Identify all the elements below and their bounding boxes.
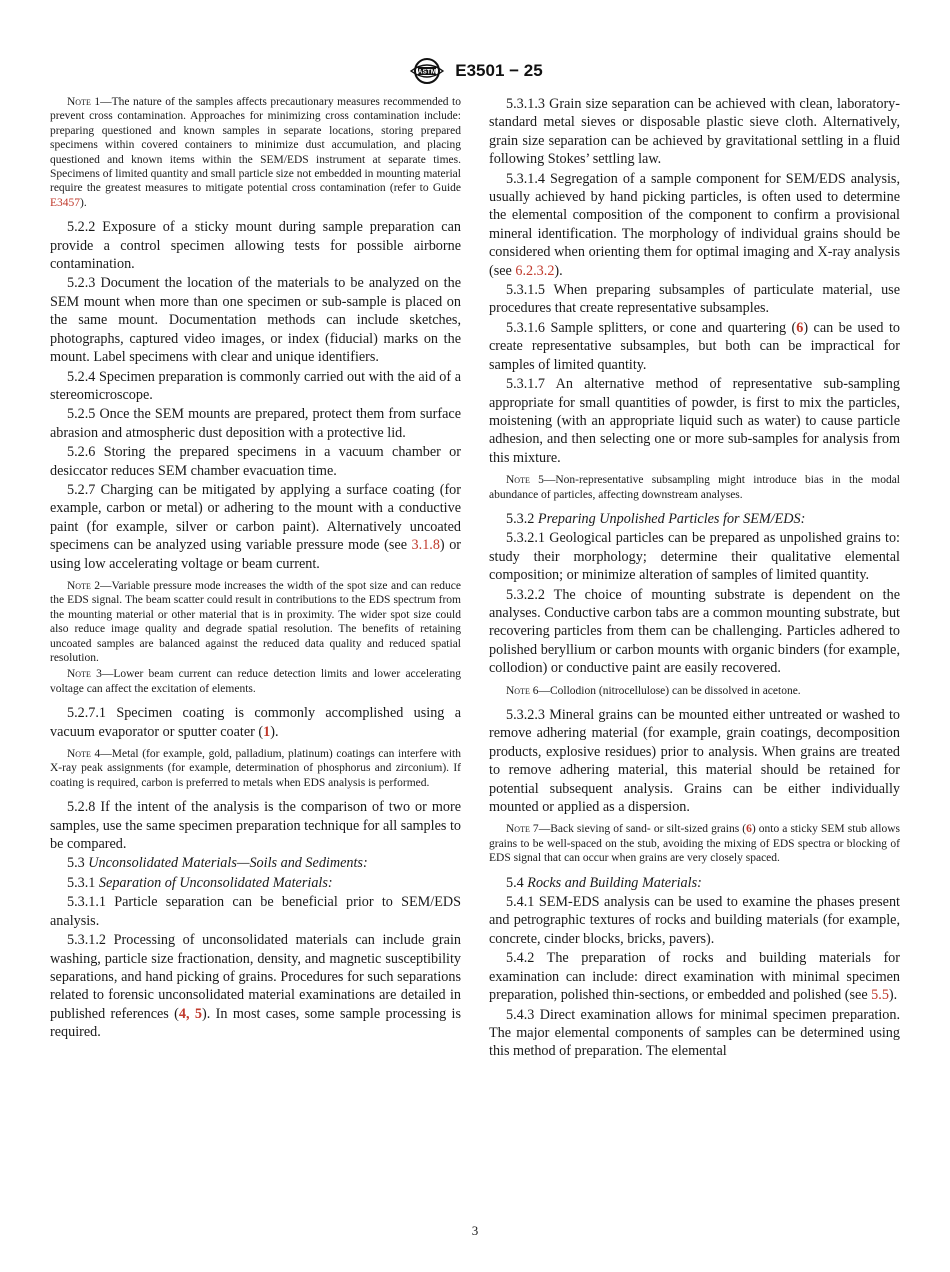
note-2: Note 2—Variable pressure mode increases the width of the spot size and can reduce the EDS signal. The beam scatter could result in contributions to the EDS spectrum from the mounting material or other material that is in proximity. The wider spot size could also reduce image quality and degrade spatial resolution. The benefits of retaining uncoated samples are balanced against the reduced data quality and reduced spatial resolution. <box>50 579 462 664</box>
ref-link-6[interactable]: 6 <box>746 823 752 836</box>
section-5-2-5: 5.2.5 Once the SEM mounts are prepared, protect them from surface abrasion and atmospheric dust deposition with a protective lid. <box>50 406 461 441</box>
note-label: Note 5 <box>506 474 544 487</box>
note-3: Note 3—Lower beam current can reduce detection limits and lower accelerating voltage can affect the excitation of elements. <box>50 668 461 695</box>
section-5-2-8: 5.2.8 If the intent of the analysis is the comparison of two or more samples, use the same specimen preparation technique for all samples to be compared. <box>50 799 461 853</box>
ref-link-6-2-3-2[interactable]: 6.2.3.2 <box>515 262 555 279</box>
section-5-2-7: 5.2.7 Charging can be mitigated by applying a surface coating (for example, carbon or metal) or adhering to the mount with a conductive paint (for example, silver or carbon paint). Alternatively uncoated specimens can be analyzed using variable pressure mode (see 3.1.8) or using low accelerating voltage or beam current. <box>50 481 462 572</box>
note-6: Note 6—Collodion (nitrocellulose) can be dissolved in acetone. <box>506 684 801 697</box>
section-5-3-1-6: 5.3.1.6 Sample splitters, or cone and quartering (6) can be used to create representative subsamples, but both can be impractical for samples of limited quantity. <box>489 319 900 373</box>
page-number: 3 <box>471 1223 479 1238</box>
section-5-3-1-7: 5.3.1.7 An alternative method of representative sub-sampling appropriate for small quantities of powder, is first to mix the particles, moistening (with an appropriate liquid such as water) to cause particle adhesion, and then selecting one or more sub-samples for analysis from this mixture. <box>489 376 900 466</box>
ref-link-6[interactable]: 6 <box>796 319 804 336</box>
section-5-3-heading: 5.3 Unconsolidated Materials—Soils and Sediments: <box>67 855 368 872</box>
section-5-4-2: 5.4.2 The preparation of rocks and building materials for examination can include: direct examination with minimal specimen preparation, polished thin-sections, or embedded and polished (see 5.5). <box>489 950 900 1004</box>
section-5-4-3: 5.4.3 Direct examination allows for minimal specimen preparation. The major elemental components of samples can be determined using this method of preparation. The elemental <box>489 1006 900 1060</box>
note-7: Note 7—Back sieving of sand- or silt-sized grains (6) onto a sticky SEM stub allows grains to be well-spaced on the stub, avoiding the mixing of EDS spectra or blocking of EDS signal that can occur when grains are very closely spaced. <box>489 823 900 865</box>
section-5-3-1-1: 5.3.1.1 Particle separation can be beneficial prior to SEM/EDS analysis. <box>50 894 461 929</box>
section-5-3-1-heading: 5.3.1 Separation of Unconsolidated Materials: <box>67 874 333 891</box>
section-5-3-2-3: 5.3.2.3 Mineral grains can be mounted either untreated or washed to remove adhering material (for example, grain coatings, decomposition products, explosive residues) prior to analysis. When grains are treated to remove adhering material, this material should be retained for potential subsequent analysis. Grains can be either individually mounted or applied as a dispersion. <box>489 707 900 816</box>
ref-link-4[interactable]: 4 <box>178 1005 186 1022</box>
note-5: Note 5—Non-representative subsampling might introduce bias in the modal abundance of particles, affecting downstream analyses. <box>489 474 900 501</box>
astm-logo-icon <box>407 57 447 85</box>
section-5-2-6: 5.2.6 Storing the prepared specimens in a vacuum chamber or desiccator reduces SEM chamber evacuation time. <box>50 444 461 479</box>
section-5-2-2: 5.2.2 Exposure of a sticky mount during sample preparation can provide a control specimen allowing tests for possible airborne contamination. <box>50 219 461 273</box>
note-label: Note 2 <box>67 579 101 592</box>
note-1: Note 1—The nature of the samples affects precautionary measures recommended to prevent cross contamination. Approaches for minimizing cross contamination include: preparing questioned and known samples in separate locations, storing prepared specimens within covered containers to minimize dust accumulation, and placing questioned and known items within the SEM/EDS instrument at separate times. Specimens of limited quantity and small particle size not embedded in mounting material require the greatest measures to mitigate potential cross contamination (refer to Guide E3457). <box>50 96 462 209</box>
section-5-2-7-1: 5.2.7.1 Specimen coating is commonly accomplished using a vacuum evaporator or sputter coater (1). <box>50 705 461 740</box>
section-5-4-1: 5.4.1 SEM-EDS analysis can be used to examine the phases present and petrographic textures of rocks and building materials (for example, concrete, cinder blocks, bricks, pavers). <box>489 894 900 947</box>
ref-link-5-5[interactable]: 5.5 <box>871 987 889 1004</box>
note-4: Note 4—Metal (for example, gold, palladium, platinum) coatings can interfere with X-ray peak assignments (for example, determination of phosphorus and zirconium). If coating is required, carbon is preferred to metals when EDS analysis is performed. <box>50 748 461 789</box>
note-label: Note 7 <box>506 823 539 836</box>
document-id: E3501 − 25 <box>455 61 543 80</box>
ref-link-5[interactable]: 5 <box>194 1005 203 1022</box>
note-label: Note 4 <box>67 748 101 761</box>
note-label: Note 3 <box>67 668 102 681</box>
svg-text:ASTM: ASTM <box>418 68 437 76</box>
section-5-3-2-1: 5.3.2.1 Geological particles can be prepared as unpolished grains to: study their morphology; determine their qualitative elemental composition; or minimize alteration of samples of limited quantity. <box>489 530 900 584</box>
page-header <box>0 57 950 85</box>
ref-link-3-1-8[interactable]: 3.1.8 <box>411 537 440 554</box>
section-5-3-1-5: 5.3.1.5 When preparing subsamples of particulate material, use procedures that create representative subsamples. <box>489 282 900 317</box>
right-column <box>489 95 900 1062</box>
ref-link-1[interactable]: 1 <box>263 723 271 740</box>
section-5-2-3: 5.2.3 Document the location of the materials to be analyzed on the SEM mount when more than one specimen or sub-sample is placed on the same mount. Documentation methods can include sketches, photographs, captured video images, or index (fiducial) marks on the mount. Label specimens with clear and unique identifiers. <box>50 275 461 366</box>
section-5-4-heading: 5.4 Rocks and Building Materials: <box>506 874 702 891</box>
section-5-3-2-2: 5.3.2.2 The choice of mounting substrate is dependent on the analyses. Conductive carbon tabs are a common mounting substrate, but recovering particles from them can be challenging. Particles adhered to polished beryllium or carbon mounts with organic binders (for example, collodion) or conductive paint are easily recovered. <box>489 586 900 677</box>
section-5-3-1-3: 5.3.1.3 Grain size separation can be achieved with clean, laboratory-standard metal sieves or disposable plastic sieve cloth. Alternatively, grain size separation can be achieved by gravitational settling in a fluid following Stokes’ settling law. <box>489 96 900 168</box>
note-label: Note 1 <box>67 96 101 108</box>
ref-link-e3457[interactable]: E3457 <box>50 196 81 209</box>
left-column <box>50 95 461 1043</box>
section-5-3-2-heading: 5.3.2 Preparing Unpolished Particles for SEM/EDS: <box>506 510 806 527</box>
note-label: Note 6 <box>506 684 539 697</box>
section-5-2-4: 5.2.4 Specimen preparation is commonly carried out with the aid of a stereomicroscope. <box>50 368 461 403</box>
section-5-3-1-4: 5.3.1.4 Segregation of a sample component for SEM/EDS analysis, usually achieved by hand picking particles, is often used to determine the elemental composition of the component to confirm a provisional mineral identification. The morphology of individual grains should be considered when orienting them for optimal imaging and X-ray analysis (see 6.2.3.2). <box>489 170 900 279</box>
section-5-3-1-2: 5.3.1.2 Processing of unconsolidated materials can include grain washing, particle size fractionation, density, and magnetic susceptibility separations, and hand picking of grains. Procedures for such separations related to forensic unconsolidated material examinations are detailed in published references (4, 5). In most cases, some sample processing is required. <box>50 932 462 1041</box>
